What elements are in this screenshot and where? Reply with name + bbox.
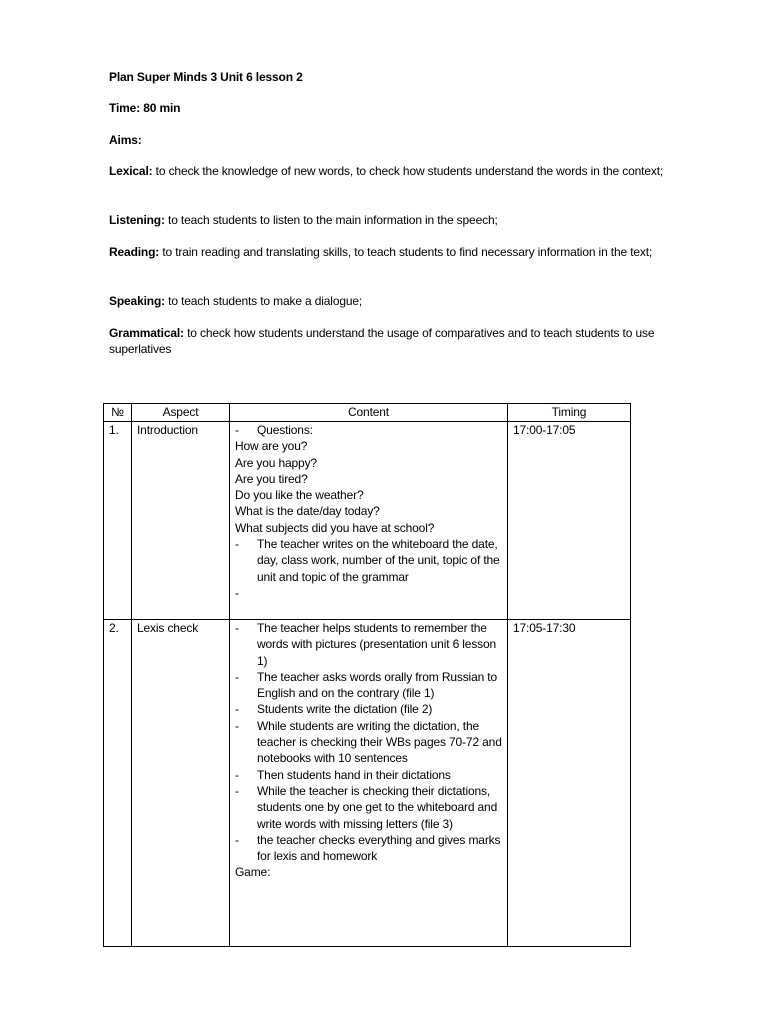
header-aspect: Aspect [132, 404, 230, 422]
game-label: Game: [235, 865, 271, 880]
row-aspect: Introduction [132, 422, 230, 620]
list-item: - While students are writing the dictation, the teacher is checking their WBs pages 70-72 and notebooks with 10 sentences [235, 718, 502, 767]
aim-reading-label: Reading: [109, 245, 160, 259]
list-item: - The teacher writes on the whiteboard the date, day, class work, number of the unit, topic of the unit and topic of the grammar [235, 536, 502, 585]
content-line: What is the date/day today? [235, 504, 380, 519]
aim-lexical-text: to check the knowledge of new words, to check how students understand the words in the context; [152, 164, 664, 178]
content-list [235, 620, 502, 864]
row-content [230, 620, 508, 947]
row-timing: 17:00-17:05 [508, 422, 631, 620]
content-line: Are you tired? [235, 471, 308, 486]
list-item: - The teacher asks words orally from Russian to English and on the contrary (file 1) [235, 669, 502, 702]
row-number: 1. [104, 422, 132, 620]
aim-reading-text: to train reading and translating skills, to teach students to find necessary information in the text; [159, 245, 653, 259]
content-line: Do you like the weather? [235, 488, 364, 503]
table-row [104, 620, 631, 947]
row-number: 2. [104, 620, 132, 947]
list-item: - Questions: [235, 422, 502, 438]
aim-speaking-text: to teach students to make a dialogue; [165, 294, 363, 308]
aim-grammatical-label: Grammatical: [109, 326, 184, 340]
aim-listening-label: Listening: [109, 213, 165, 227]
content-line: How are you? [235, 439, 308, 454]
aim-grammatical-text: to check how students understand the usage of comparatives and to teach students to use superlatives [109, 326, 655, 357]
content-list [235, 422, 502, 438]
table-row [104, 422, 631, 620]
aim-lexical-label: Lexical: [109, 164, 153, 178]
lesson-time: Time: 80 min [109, 101, 181, 115]
list-item: - The teacher helps students to remember the words with pictures (presentation unit 6 lesson 1) [235, 620, 502, 669]
content-line: What subjects did you have at school? [235, 520, 435, 535]
header-content: Content [230, 404, 508, 422]
aim-listening [109, 212, 695, 228]
list-item [235, 585, 502, 601]
aim-grammatical [109, 325, 695, 358]
aims-heading: Aims: [109, 133, 142, 147]
aim-speaking [109, 293, 695, 309]
header-timing: Timing [508, 404, 631, 422]
aim-reading [109, 244, 695, 260]
aim-speaking-label: Speaking: [109, 294, 165, 308]
content-line: Are you happy? [235, 455, 317, 470]
table-header-row [104, 404, 631, 422]
content-list [235, 536, 502, 601]
aim-lexical [109, 163, 695, 179]
aim-listening-text: to teach students to listen to the main information in the speech; [164, 213, 498, 227]
lesson-plan-table [103, 403, 631, 947]
list-item: - the teacher checks everything and gives marks for lexis and homework [235, 832, 502, 865]
list-item: - While the teacher is checking their dictations, students one by one get to the whiteboard and write words with missing letters (file 3) [235, 783, 502, 832]
row-timing: 17:05-17:30 [508, 620, 631, 947]
header-number: № [104, 404, 132, 422]
list-item: - Then students hand in their dictations [235, 767, 502, 783]
list-item: - Students write the dictation (file 2) [235, 701, 502, 717]
row-aspect: Lexis check [132, 620, 230, 947]
row-content [230, 422, 508, 620]
document-title: Plan Super Minds 3 Unit 6 lesson 2 [109, 70, 303, 84]
